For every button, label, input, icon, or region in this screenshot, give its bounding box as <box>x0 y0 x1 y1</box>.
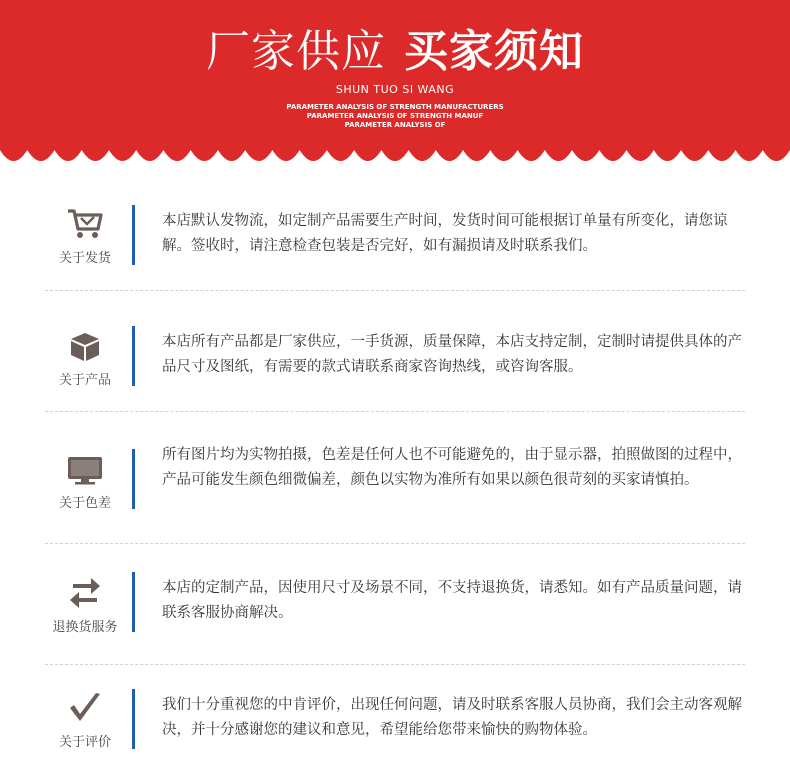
section-label: 关于色差 <box>58 496 111 511</box>
banner-line-2: PARAMETER ANALYSIS OF STRENGTH MANUF <box>306 112 484 120</box>
header-banner <box>0 0 790 175</box>
banner-title-bold: 买家须知 <box>404 26 584 77</box>
divider <box>45 290 745 291</box>
section-label: 关于评价 <box>58 735 111 750</box>
accent-bar <box>132 689 135 749</box>
section-icon-wrap <box>45 329 125 388</box>
section-label: 关于发货 <box>58 251 111 266</box>
section-text: 本店所有产品都是厂家供应，一手货源，质量保障，本店支持定制，定制时请提供具体的产品尺寸及图纸，有需要的款式请联系商家咨询热线，或咨询客服。 <box>162 334 742 375</box>
section-label: 退换货服务 <box>52 620 118 635</box>
banner-title-light: 厂家供应 <box>206 26 386 77</box>
section-icon-wrap <box>45 691 125 750</box>
section-text: 本店默认发物流，如定制产品需要生产时间，发货时间可能根据订单量有所变化，请您谅解。签收时，请注意检查包装是否完好，如有漏损请及时联系我们。 <box>162 213 728 254</box>
banner-title <box>0 22 790 82</box>
accent-bar <box>132 205 135 265</box>
section-icon-wrap <box>45 454 125 511</box>
section-product <box>45 326 745 396</box>
box-icon <box>65 329 105 363</box>
divider <box>45 411 745 412</box>
section-reviews <box>45 689 745 759</box>
section-text: 所有图片均为实物拍摄，色差是任何人也不可能避免的，由于显示器，拍照做图的过程中，产品可能发生颜色细微偏差，颜色以实物为准所有如果以颜色很苛刻的买家请慎拍。 <box>162 447 742 488</box>
banner-line-1: PARAMETER ANALYSIS OF STRENGTH MANUFACTURERS <box>286 103 504 111</box>
divider <box>45 543 745 544</box>
banner-line-3: PARAMETER ANALYSIS OF <box>344 121 446 129</box>
exchange-arrows-icon <box>65 574 105 610</box>
accent-bar <box>132 572 135 632</box>
monitor-icon <box>65 454 105 486</box>
section-color <box>45 446 745 521</box>
divider <box>45 664 745 665</box>
section-text: 本店的定制产品，因使用尺寸及场景不同，不支持退换货，请悉知。如有产品质量问题，请联系客服协商解决。 <box>162 580 742 621</box>
section-label: 关于产品 <box>58 373 111 388</box>
section-text: 我们十分重视您的中肯评价，出现任何问题，请及时联系客服人员协商，我们会主动客观解决，并十分感谢您的建议和意见，希望能给您带来愉快的购物体验。 <box>162 697 742 738</box>
section-icon-wrap <box>45 207 125 266</box>
shopping-cart-icon <box>65 207 105 241</box>
accent-bar <box>132 326 135 386</box>
section-returns <box>45 572 745 642</box>
section-icon-wrap <box>45 574 125 635</box>
accent-bar <box>132 449 135 509</box>
checkmark-icon <box>65 691 105 725</box>
banner-subtitle: SHUN TUO SI WANG <box>335 83 455 96</box>
section-shipping <box>45 205 745 275</box>
